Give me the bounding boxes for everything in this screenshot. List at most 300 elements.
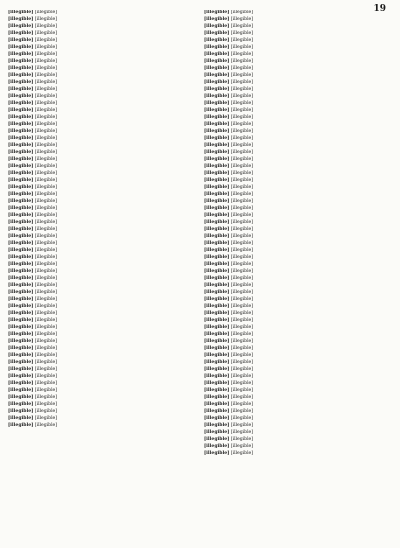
entry-name: [illegible] xyxy=(204,227,230,232)
list-entry xyxy=(204,150,392,155)
entry-name: [illegible] xyxy=(8,416,34,421)
entry-name: [illegible] xyxy=(204,444,230,449)
entry-name: [illegible] xyxy=(204,122,230,127)
list-entry xyxy=(8,73,196,78)
entry-name: [illegible] xyxy=(8,423,34,428)
list-entry xyxy=(204,185,392,190)
list-entry xyxy=(8,360,196,365)
entry-name: [illegible] xyxy=(8,248,34,253)
entry-details: [illegible] xyxy=(34,332,58,337)
list-entry xyxy=(204,66,392,71)
list-entry xyxy=(8,402,196,407)
entry-name: [illegible] xyxy=(204,318,230,323)
list-entry xyxy=(8,297,196,302)
entry-name: [illegible] xyxy=(8,66,34,71)
entry-details: [illegible] xyxy=(230,80,254,85)
entry-name: [illegible] xyxy=(204,101,230,106)
entry-name: [illegible] xyxy=(8,318,34,323)
list-entry xyxy=(8,94,196,99)
entry-name: [illegible] xyxy=(8,206,34,211)
entry-details: [illegible] xyxy=(230,339,254,344)
entry-name: [illegible] xyxy=(204,143,230,148)
entry-name: [illegible] xyxy=(204,178,230,183)
list-entry xyxy=(204,192,392,197)
list-entry xyxy=(204,171,392,176)
list-entry xyxy=(204,444,392,449)
list-entry xyxy=(204,297,392,302)
entry-name: [illegible] xyxy=(8,136,34,141)
entry-details: [illegible] xyxy=(34,115,58,120)
list-entry xyxy=(204,339,392,344)
entry-details: [illegible] xyxy=(34,164,58,169)
list-entry xyxy=(204,374,392,379)
two-column-layout xyxy=(8,10,392,544)
list-entry xyxy=(204,318,392,323)
entry-name: [illegible] xyxy=(8,164,34,169)
entry-details: [illegible] xyxy=(230,269,254,274)
entry-details: [illegible] xyxy=(34,269,58,274)
list-entry xyxy=(204,31,392,36)
entry-details: [illegible] xyxy=(230,248,254,253)
entry-details: [illegible] xyxy=(34,24,58,29)
entry-details: [illegible] xyxy=(230,262,254,267)
list-entry xyxy=(8,52,196,57)
list-entry xyxy=(204,325,392,330)
entry-details: [illegible] xyxy=(34,59,58,64)
entry-name: [illegible] xyxy=(8,395,34,400)
list-entry xyxy=(8,157,196,162)
entry-details: [illegible] xyxy=(34,129,58,134)
list-entry xyxy=(8,409,196,414)
list-entry xyxy=(8,136,196,141)
list-entry xyxy=(204,115,392,120)
entry-name: [illegible] xyxy=(204,31,230,36)
list-entry xyxy=(8,353,196,358)
list-entry xyxy=(8,311,196,316)
entry-name: [illegible] xyxy=(8,388,34,393)
right-column xyxy=(204,10,392,544)
entry-details: [illegible] xyxy=(230,388,254,393)
entry-name: [illegible] xyxy=(8,227,34,232)
entry-name: [illegible] xyxy=(8,10,34,15)
entry-name: [illegible] xyxy=(204,430,230,435)
entry-name: [illegible] xyxy=(204,108,230,113)
entry-name: [illegible] xyxy=(8,297,34,302)
entry-name: [illegible] xyxy=(8,52,34,57)
list-entry xyxy=(8,227,196,232)
entry-name: [illegible] xyxy=(8,311,34,316)
entry-name: [illegible] xyxy=(8,332,34,337)
entry-details: [illegible] xyxy=(34,276,58,281)
entry-details: [illegible] xyxy=(230,437,254,442)
entry-name: [illegible] xyxy=(8,24,34,29)
entry-name: [illegible] xyxy=(204,297,230,302)
entry-details: [illegible] xyxy=(34,220,58,225)
entry-name: [illegible] xyxy=(8,38,34,43)
list-entry xyxy=(8,346,196,351)
entry-name: [illegible] xyxy=(8,255,34,260)
list-entry xyxy=(204,388,392,393)
entry-name: [illegible] xyxy=(204,290,230,295)
entry-details: [illegible] xyxy=(230,17,254,22)
list-entry xyxy=(204,360,392,365)
entry-details: [illegible] xyxy=(34,409,58,414)
entry-name: [illegible] xyxy=(204,171,230,176)
list-entry xyxy=(8,388,196,393)
entry-details: [illegible] xyxy=(230,353,254,358)
entry-name: [illegible] xyxy=(8,283,34,288)
list-entry xyxy=(8,290,196,295)
list-entry xyxy=(8,339,196,344)
list-entry xyxy=(8,220,196,225)
entry-details: [illegible] xyxy=(34,108,58,113)
entry-name: [illegible] xyxy=(8,325,34,330)
entry-details: [illegible] xyxy=(34,73,58,78)
entry-details: [illegible] xyxy=(230,192,254,197)
list-entry xyxy=(8,24,196,29)
entry-details: [illegible] xyxy=(34,367,58,372)
list-entry xyxy=(8,304,196,309)
list-entry xyxy=(8,423,196,428)
entry-name: [illegible] xyxy=(204,129,230,134)
list-entry xyxy=(204,59,392,64)
entry-name: [illegible] xyxy=(204,59,230,64)
entry-details: [illegible] xyxy=(230,227,254,232)
entry-name: [illegible] xyxy=(8,269,34,274)
entry-details: [illegible] xyxy=(230,171,254,176)
entry-name: [illegible] xyxy=(8,276,34,281)
entry-details: [illegible] xyxy=(230,157,254,162)
entry-name: [illegible] xyxy=(8,143,34,148)
entry-name: [illegible] xyxy=(204,276,230,281)
entry-details: [illegible] xyxy=(230,94,254,99)
entry-details: [illegible] xyxy=(230,409,254,414)
entry-details: [illegible] xyxy=(230,10,254,15)
list-entry xyxy=(204,346,392,351)
entry-name: [illegible] xyxy=(204,423,230,428)
entry-name: [illegible] xyxy=(8,45,34,50)
list-entry xyxy=(204,381,392,386)
entry-details: [illegible] xyxy=(230,325,254,330)
list-entry xyxy=(204,311,392,316)
entry-name: [illegible] xyxy=(204,150,230,155)
entry-name: [illegible] xyxy=(204,185,230,190)
entry-name: [illegible] xyxy=(204,206,230,211)
list-entry xyxy=(204,199,392,204)
entry-details: [illegible] xyxy=(230,332,254,337)
list-entry xyxy=(8,87,196,92)
entry-name: [illegible] xyxy=(204,164,230,169)
entry-details: [illegible] xyxy=(34,10,58,15)
entry-details: [illegible] xyxy=(230,451,254,456)
entry-details: [illegible] xyxy=(34,171,58,176)
entry-details: [illegible] xyxy=(34,94,58,99)
list-entry xyxy=(204,409,392,414)
entry-details: [illegible] xyxy=(230,311,254,316)
entry-name: [illegible] xyxy=(204,367,230,372)
entry-details: [illegible] xyxy=(34,262,58,267)
list-entry xyxy=(204,430,392,435)
entry-details: [illegible] xyxy=(34,17,58,22)
entry-name: [illegible] xyxy=(204,136,230,141)
list-entry xyxy=(8,248,196,253)
list-entry xyxy=(8,171,196,176)
entry-name: [illegible] xyxy=(204,346,230,351)
entry-details: [illegible] xyxy=(230,241,254,246)
entry-details: [illegible] xyxy=(34,234,58,239)
list-entry xyxy=(8,213,196,218)
entry-details: [illegible] xyxy=(230,178,254,183)
entry-details: [illegible] xyxy=(34,87,58,92)
entry-name: [illegible] xyxy=(8,115,34,120)
entry-details: [illegible] xyxy=(230,374,254,379)
list-entry xyxy=(8,276,196,281)
entry-details: [illegible] xyxy=(34,297,58,302)
entry-details: [illegible] xyxy=(230,318,254,323)
entry-name: [illegible] xyxy=(204,10,230,15)
list-entry xyxy=(204,283,392,288)
entry-name: [illegible] xyxy=(8,17,34,22)
entry-details: [illegible] xyxy=(34,395,58,400)
entry-details: [illegible] xyxy=(34,150,58,155)
entry-name: [illegible] xyxy=(204,255,230,260)
entry-details: [illegible] xyxy=(34,199,58,204)
entry-details: [illegible] xyxy=(230,52,254,57)
entry-details: [illegible] xyxy=(230,73,254,78)
entry-details: [illegible] xyxy=(230,360,254,365)
entry-name: [illegible] xyxy=(8,360,34,365)
entry-name: [illegible] xyxy=(8,129,34,134)
list-entry xyxy=(8,185,196,190)
entry-details: [illegible] xyxy=(230,346,254,351)
entry-name: [illegible] xyxy=(8,108,34,113)
list-entry xyxy=(204,24,392,29)
list-entry xyxy=(8,395,196,400)
entry-name: [illegible] xyxy=(204,45,230,50)
entry-details: [illegible] xyxy=(34,31,58,36)
entry-name: [illegible] xyxy=(204,192,230,197)
entry-details: [illegible] xyxy=(34,388,58,393)
entry-details: [illegible] xyxy=(34,241,58,246)
list-entry xyxy=(204,304,392,309)
entry-details: [illegible] xyxy=(230,416,254,421)
list-entry xyxy=(204,395,392,400)
entry-details: [illegible] xyxy=(34,360,58,365)
list-entry xyxy=(204,45,392,50)
list-entry xyxy=(8,38,196,43)
entry-name: [illegible] xyxy=(204,388,230,393)
entry-name: [illegible] xyxy=(8,262,34,267)
entry-name: [illegible] xyxy=(8,304,34,309)
entry-details: [illegible] xyxy=(34,374,58,379)
list-entry xyxy=(204,423,392,428)
entry-details: [illegible] xyxy=(34,325,58,330)
entry-details: [illegible] xyxy=(230,276,254,281)
entry-details: [illegible] xyxy=(230,290,254,295)
list-entry xyxy=(8,101,196,106)
list-entry xyxy=(8,255,196,260)
list-entry xyxy=(8,374,196,379)
list-entry xyxy=(8,150,196,155)
entry-name: [illegible] xyxy=(8,367,34,372)
entry-name: [illegible] xyxy=(204,374,230,379)
entry-details: [illegible] xyxy=(230,381,254,386)
entry-name: [illegible] xyxy=(204,353,230,358)
entry-details: [illegible] xyxy=(230,430,254,435)
list-entry xyxy=(204,402,392,407)
entry-name: [illegible] xyxy=(8,374,34,379)
list-entry xyxy=(8,325,196,330)
entry-name: [illegible] xyxy=(8,353,34,358)
list-entry xyxy=(204,290,392,295)
page-number: 19 xyxy=(373,4,386,14)
list-entry xyxy=(204,234,392,239)
entry-name: [illegible] xyxy=(204,409,230,414)
list-entry xyxy=(204,52,392,57)
entry-details: [illegible] xyxy=(34,304,58,309)
list-entry xyxy=(8,45,196,50)
entry-name: [illegible] xyxy=(204,87,230,92)
entry-name: [illegible] xyxy=(204,38,230,43)
entry-details: [illegible] xyxy=(34,38,58,43)
entry-name: [illegible] xyxy=(204,283,230,288)
entry-name: [illegible] xyxy=(8,171,34,176)
list-entry xyxy=(8,66,196,71)
entry-details: [illegible] xyxy=(230,234,254,239)
entry-name: [illegible] xyxy=(8,178,34,183)
list-entry xyxy=(8,318,196,323)
entry-details: [illegible] xyxy=(34,339,58,344)
entry-name: [illegible] xyxy=(204,80,230,85)
entry-details: [illegible] xyxy=(230,255,254,260)
entry-name: [illegible] xyxy=(8,80,34,85)
entry-name: [illegible] xyxy=(204,437,230,442)
entry-details: [illegible] xyxy=(34,66,58,71)
entry-name: [illegible] xyxy=(204,451,230,456)
entry-details: [illegible] xyxy=(34,52,58,57)
entry-details: [illegible] xyxy=(34,122,58,127)
list-entry xyxy=(204,164,392,169)
entry-details: [illegible] xyxy=(230,164,254,169)
entry-details: [illegible] xyxy=(34,206,58,211)
list-entry xyxy=(204,178,392,183)
list-entry xyxy=(8,241,196,246)
entry-details: [illegible] xyxy=(34,136,58,141)
entry-name: [illegible] xyxy=(8,94,34,99)
list-entry xyxy=(204,416,392,421)
entry-details: [illegible] xyxy=(230,108,254,113)
list-entry xyxy=(8,59,196,64)
entry-details: [illegible] xyxy=(34,353,58,358)
entry-name: [illegible] xyxy=(8,381,34,386)
entry-details: [illegible] xyxy=(230,38,254,43)
list-entry xyxy=(204,213,392,218)
entry-details: [illegible] xyxy=(34,255,58,260)
list-entry xyxy=(204,332,392,337)
entry-name: [illegible] xyxy=(8,87,34,92)
list-entry xyxy=(8,199,196,204)
entry-details: [illegible] xyxy=(34,283,58,288)
entry-details: [illegible] xyxy=(230,423,254,428)
list-entry xyxy=(204,276,392,281)
entry-details: [illegible] xyxy=(230,24,254,29)
list-entry xyxy=(204,227,392,232)
entry-details: [illegible] xyxy=(230,66,254,71)
entry-name: [illegible] xyxy=(8,339,34,344)
entry-name: [illegible] xyxy=(8,59,34,64)
entry-details: [illegible] xyxy=(230,129,254,134)
list-entry xyxy=(204,241,392,246)
entry-details: [illegible] xyxy=(230,297,254,302)
entry-details: [illegible] xyxy=(230,185,254,190)
list-entry xyxy=(8,416,196,421)
list-entry xyxy=(204,129,392,134)
entry-details: [illegible] xyxy=(34,416,58,421)
entry-name: [illegible] xyxy=(8,157,34,162)
list-entry xyxy=(204,80,392,85)
entry-details: [illegible] xyxy=(230,87,254,92)
list-entry xyxy=(204,157,392,162)
entry-details: [illegible] xyxy=(34,45,58,50)
list-entry xyxy=(204,10,392,15)
entry-name: [illegible] xyxy=(204,52,230,57)
entry-details: [illegible] xyxy=(230,45,254,50)
list-entry xyxy=(8,192,196,197)
entry-details: [illegible] xyxy=(34,143,58,148)
list-entry xyxy=(204,136,392,141)
list-entry xyxy=(8,80,196,85)
list-entry xyxy=(204,255,392,260)
entry-name: [illegible] xyxy=(204,199,230,204)
entry-details: [illegible] xyxy=(230,115,254,120)
entry-details: [illegible] xyxy=(230,59,254,64)
list-entry xyxy=(204,38,392,43)
entry-details: [illegible] xyxy=(230,150,254,155)
entry-name: [illegible] xyxy=(204,157,230,162)
entry-name: [illegible] xyxy=(204,213,230,218)
entry-details: [illegible] xyxy=(34,248,58,253)
list-entry xyxy=(8,108,196,113)
entry-name: [illegible] xyxy=(8,290,34,295)
entry-details: [illegible] xyxy=(34,227,58,232)
entry-details: [illegible] xyxy=(34,80,58,85)
entry-name: [illegible] xyxy=(8,409,34,414)
entry-details: [illegible] xyxy=(34,381,58,386)
entry-details: [illegible] xyxy=(34,101,58,106)
list-entry xyxy=(8,129,196,134)
list-entry xyxy=(8,262,196,267)
entry-details: [illegible] xyxy=(230,122,254,127)
entry-details: [illegible] xyxy=(230,101,254,106)
entry-details: [illegible] xyxy=(230,136,254,141)
entry-details: [illegible] xyxy=(230,395,254,400)
entry-name: [illegible] xyxy=(8,234,34,239)
entry-details: [illegible] xyxy=(34,311,58,316)
entry-details: [illegible] xyxy=(230,304,254,309)
entry-name: [illegible] xyxy=(204,73,230,78)
list-entry xyxy=(204,353,392,358)
entry-name: [illegible] xyxy=(204,325,230,330)
list-entry xyxy=(204,17,392,22)
entry-name: [illegible] xyxy=(8,346,34,351)
list-entry xyxy=(204,220,392,225)
entry-name: [illegible] xyxy=(8,241,34,246)
entry-details: [illegible] xyxy=(230,444,254,449)
entry-name: [illegible] xyxy=(204,381,230,386)
entry-name: [illegible] xyxy=(204,17,230,22)
list-entry xyxy=(8,367,196,372)
entry-name: [illegible] xyxy=(8,199,34,204)
